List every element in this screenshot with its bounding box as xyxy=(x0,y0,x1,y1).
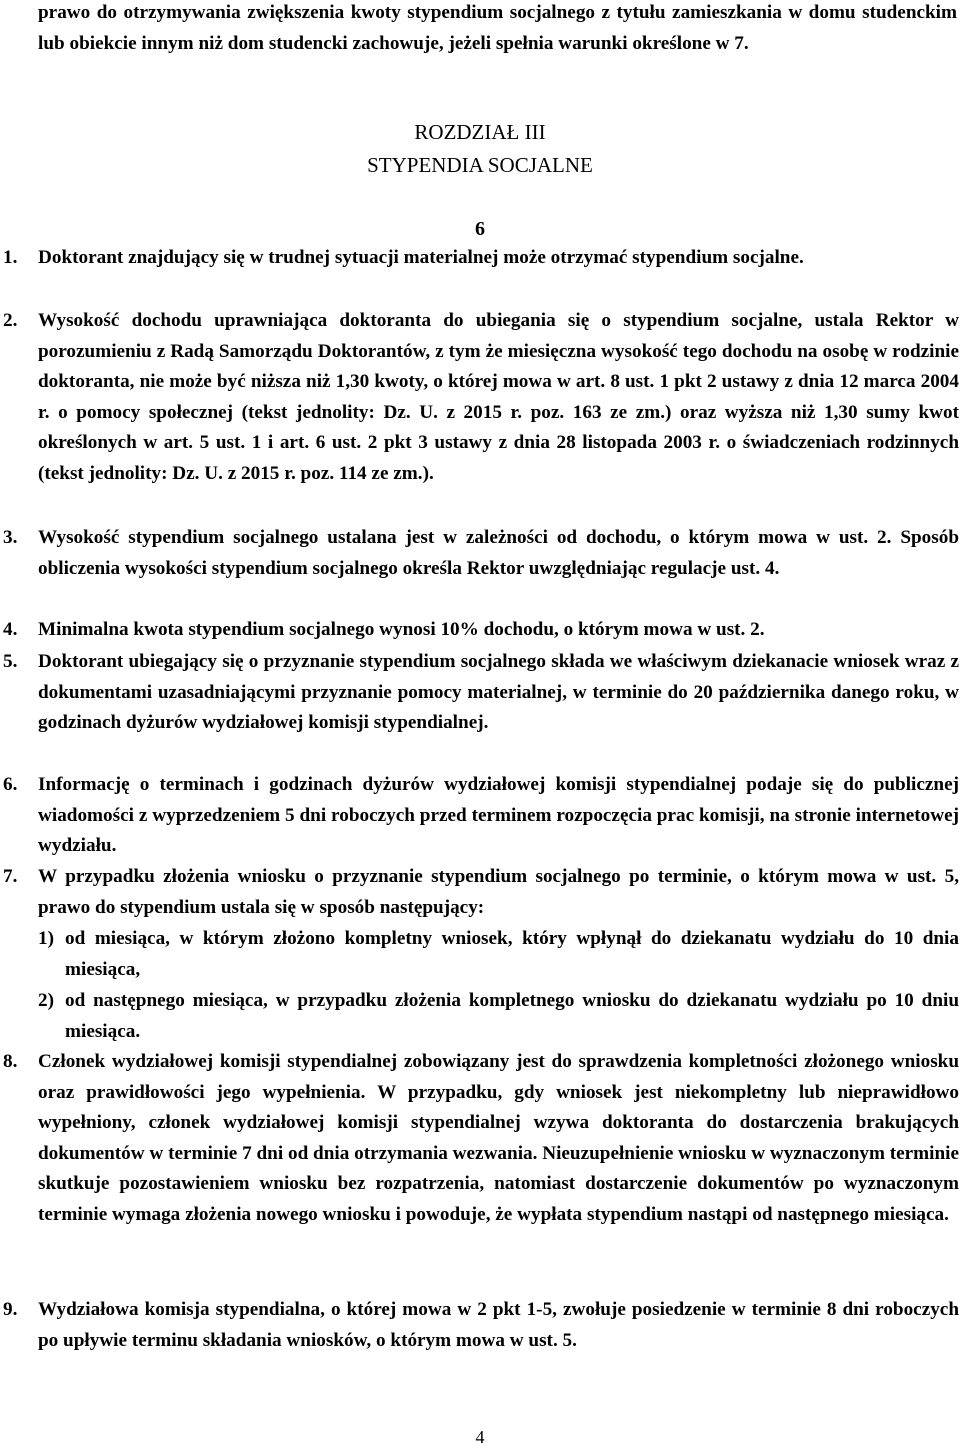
item-number: 6. xyxy=(3,774,18,795)
page-number: 4 xyxy=(475,1427,485,1447)
item-text: Członek wydziałowej komisji stypendialnej zobowiązany jest do sprawdzenia kompletności złożonego wniosku oraz prawidłowości jego wypełnienia. W przypadku, gdy wniosek jest niekompletny lub nieprawidłowo wypełniony, członek wydziałowej komisji stypendialnej wzywa doktoranta do dostarczenia brakujących dokumentów w terminie 7 dni od dnia otrzymania wezwania. Nieuzupełnienie wniosku w wyznaczonym terminie skutkuje pozostawieniem wniosku bez rozpatrzenia, natomiast dostarczenie dokumentów po wyznaczonym terminie wymaga złożenia nowego wniosku i powoduje, że wypłata stypendium nastąpi od następnego miesiąca. xyxy=(38,1051,959,1225)
subitem-text: od następnego miesiąca, w przypadku złożenia kompletnego wniosku do dziekanatu wydziału po 10 dniu miesiąca. xyxy=(65,990,959,1042)
item-number: 3. xyxy=(3,527,18,548)
subitem-1 xyxy=(38,924,959,985)
item-text: Wysokość stypendium socjalnego ustalana jest w zależności od dochodu, o którym mowa w ust. 2. Sposób obliczenia wysokości stypendium socjalnego określa Rektor uwzględniając regulacje ust. 4. xyxy=(38,527,959,579)
item-number: 2. xyxy=(3,310,18,331)
item-number: 5. xyxy=(3,651,18,672)
chapter-heading xyxy=(0,116,960,182)
item-9 xyxy=(3,1295,959,1356)
item-7 xyxy=(3,862,959,923)
item-text: W przypadku złożenia wniosku o przyznanie stypendium socjalnego po terminie, o którym mowa w ust. 5, prawo do stypendium ustala się w sposób następujący: xyxy=(38,866,959,918)
item-number: 8. xyxy=(3,1051,18,1072)
page-footer xyxy=(0,1422,960,1453)
item-text: Informację o terminach i godzinach dyżurów wydziałowej komisji stypendialnej podaje się do publicznej wiadomości z wyprzedzeniem 5 dni roboczych przed terminem rozpoczęcia prac komisji, na stronie internetowej wydziału. xyxy=(38,774,959,856)
chapter-subtitle: STYPENDIA SOCJALNE xyxy=(367,153,593,177)
section-number-value: 6 xyxy=(475,218,485,240)
item-2 xyxy=(3,306,959,489)
item-4 xyxy=(3,615,959,646)
subitem-number: 1) xyxy=(38,928,54,949)
item-text: Wysokość dochodu uprawniająca doktoranta do ubiegania się o stypendium socjalne, ustala Rektor w porozumieniu z Radą Samorządu Doktorantów, z tym że miesięczna wysokość tego dochodu na osobę w rodzinie doktoranta, nie może być niższa niż 1,30 kwoty, o której mowa w art. 8 ust. 1 pkt 2 ustawy z dnia 12 marca 2004 r. o pomocy społecznej (tekst jednolity: Dz. U. z 2015 r. poz. 163 ze zm.) oraz wyższa niż 1,30 sumy kwot określonych w art. 5 ust. 1 i art. 6 ust. 2 pkt 3 ustawy z dnia 28 listopada 2003 r. o świadczeniach rodzinnych (tekst jednolity: Dz. U. z 2015 r. poz. 114 ze zm.). xyxy=(38,310,959,484)
subitem-number: 2) xyxy=(38,990,54,1011)
item-1 xyxy=(3,243,959,274)
chapter-title: ROZDZIAŁ III xyxy=(414,120,546,144)
intro-paragraph: prawo do otrzymywania zwiększenia kwoty stypendium socjalnego z tytułu zamieszkania w domu studenckim lub obiekcie innym niż dom studencki zachowuje, jeżeli spełnia warunki określone w 7. xyxy=(38,2,957,54)
item-text: Wydziałowa komisja stypendialna, o której mowa w 2 pkt 1-5, zwołuje posiedzenie w terminie 8 dni roboczych po upływie terminu składania wniosków, o którym mowa w ust. 5. xyxy=(38,1299,959,1351)
item-number: 4. xyxy=(3,619,18,640)
item-text: Minimalna kwota stypendium socjalnego wynosi 10% dochodu, o którym mowa w ust. 2. xyxy=(38,619,765,640)
section-number xyxy=(0,214,960,245)
item-3 xyxy=(3,523,959,584)
item-text: Doktorant znajdujący się w trudnej sytuacji materialnej może otrzymać stypendium socjalne. xyxy=(38,247,804,268)
item-number: 1. xyxy=(3,247,18,268)
item-number: 9. xyxy=(3,1299,18,1320)
item-6 xyxy=(3,770,959,862)
subitem-text: od miesiąca, w którym złożono kompletny wniosek, który wpłynął do dziekanatu wydziału do 10 dnia miesiąca, xyxy=(65,928,959,980)
item-8 xyxy=(3,1047,959,1230)
item-text: Doktorant ubiegający się o przyznanie stypendium socjalnego składa we właściwym dziekanacie wniosek wraz z dokumentami uzasadniającymi przyznanie pomocy materialnej, w terminie do 20 października danego roku, w godzinach dyżurów wydziałowej komisji stypendialnej. xyxy=(38,651,959,733)
item-number: 7. xyxy=(3,866,18,887)
item-5 xyxy=(3,647,959,739)
subitem-2 xyxy=(38,986,959,1047)
